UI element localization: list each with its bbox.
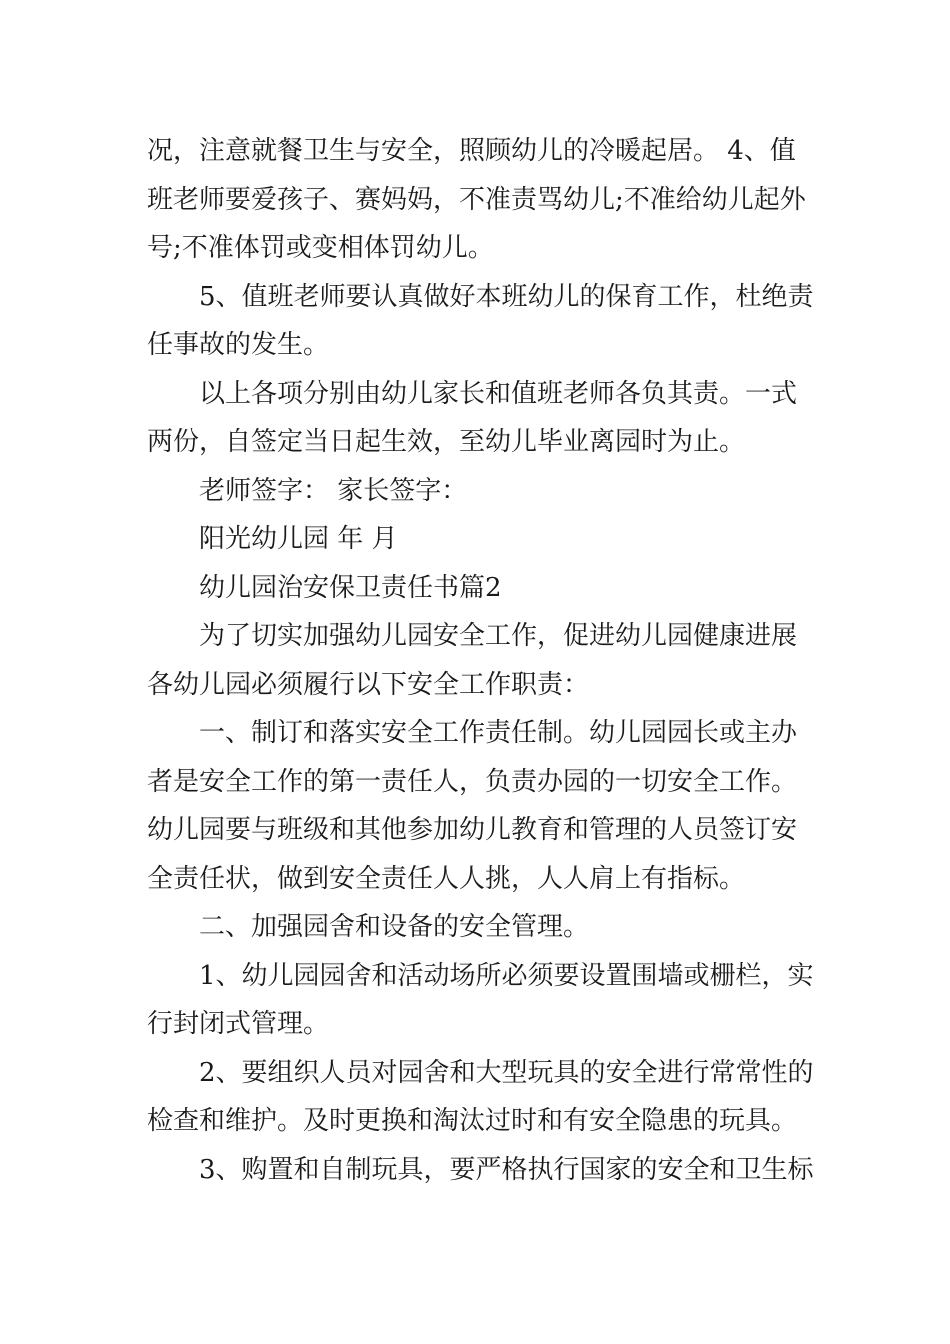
text-line: 检查和维护。及时更换和淘汰过时和有安全隐患的玩具。 (147, 1106, 798, 1136)
text-line: 任事故的发生。 (147, 330, 330, 360)
document-body (147, 127, 814, 1194)
text-line: 全责任状，做到安全责任人人挑，人人肩上有指标。 (147, 863, 746, 894)
text-line: 阳光幼儿园 年 月 (199, 524, 398, 554)
text-line: 老师签字： 家长签字： (199, 475, 468, 506)
text-line: 1、幼儿园园舍和活动场所必须要设置围墙或栅栏，实 (199, 960, 814, 991)
text-line: 2、要组织人员对园舍和大型玩具的安全进行常常性的 (199, 1057, 814, 1088)
text-line: 3、购置和自制玩具，要严格执行国家的安全和卫生标 (199, 1154, 814, 1185)
text-line: 幼儿园治安保卫责任书篇2 (199, 572, 502, 603)
text-line: 班老师要爱孩子、赛妈妈，不准责骂幼儿;不准给幼儿起外 (147, 184, 806, 215)
text-line: 一、制订和落实安全工作责任制。幼儿园园长或主办 (199, 718, 798, 748)
text-line: 以上各项分别由幼儿家长和值班老师各负其责。一式 (199, 378, 798, 409)
text-line: 行封闭式管理。 (147, 1009, 330, 1039)
text-line: 两份，自签定当日起生效，至幼儿毕业离园时为止。 (147, 427, 746, 457)
text-line: 者是安全工作的第一责任人，负责办园的一切安全工作。 (147, 766, 798, 797)
text-line: 5、值班老师要认真做好本班幼儿的保育工作，杜绝责 (199, 281, 814, 312)
text-line: 二、加强园舍和设备的安全管理。 (199, 912, 590, 942)
text-line: 为了切实加强幼儿园安全工作，促进幼儿园健康进展 (199, 621, 798, 651)
text-line: 各幼儿园必须履行以下安全工作职责： (147, 669, 590, 700)
text-line: 号;不准体罚或变相体罚幼儿。 (147, 233, 494, 263)
text-line: 况，注意就餐卫生与安全，照顾幼儿的冷暖起居。 4、值 (147, 136, 796, 166)
text-line: 幼儿园要与班级和其他参加幼儿教育和管理的人员签订安 (147, 815, 798, 845)
